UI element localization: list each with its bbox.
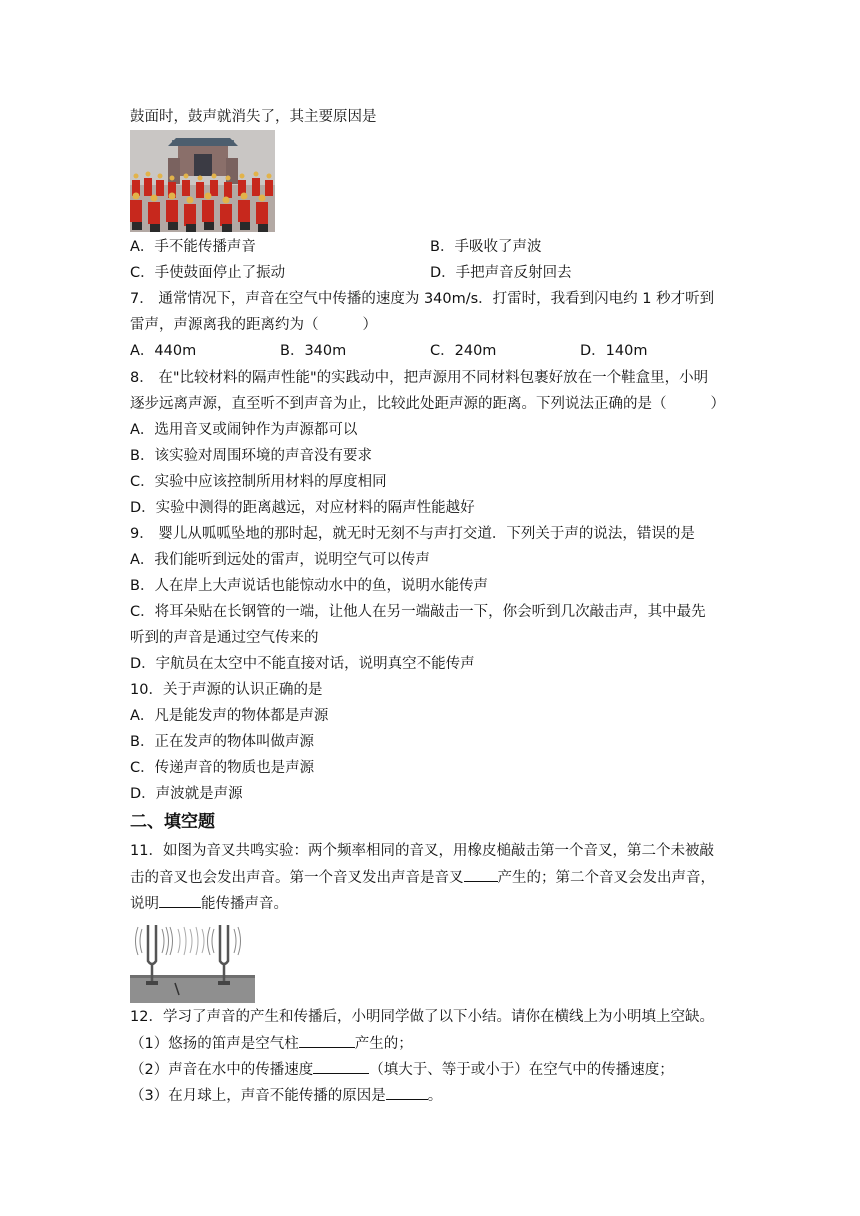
q11-blank-1[interactable] xyxy=(464,867,498,882)
q10-option-b: B．正在发声的物体叫做声源 xyxy=(130,734,314,750)
q9-option-c-line2: 听到的声音是通过空气传来的 xyxy=(130,630,319,646)
q8-option-c: C．实验中应该控制所用材料的厚度相同 xyxy=(130,474,387,490)
q10-option-d: D．声波就是声源 xyxy=(130,786,243,802)
q7-option-c: C．240m xyxy=(430,343,497,359)
q10-option-c: C．传递声音的物质也是声源 xyxy=(130,760,315,776)
q6-option-b: B．手吸收了声波 xyxy=(430,239,542,255)
q12-part1: （1）悠扬的笛声是空气柱 产生的； xyxy=(130,1033,413,1054)
q12-stem: 12．学习了声音的产生和传播后，小明同学做了以下小结。请你在横线上为小明填上空缺。 xyxy=(130,1009,714,1025)
q11-line2: 击的音叉也会发出声音。第一个音叉发出声音是音叉 产生的；第二个音叉会发出声音， xyxy=(130,867,715,888)
drum-performance-photo xyxy=(130,130,275,232)
q12-blank-1[interactable] xyxy=(299,1033,355,1048)
q9-option-a: A．我们能听到远处的雷声，说明空气可以传声 xyxy=(130,552,430,568)
q11-line1: 11．如图为音叉共鸣实验：两个频率相同的音叉，用橡皮槌敲击第一个音叉，第二个未被敲 xyxy=(130,843,714,859)
tuning-fork-resonance-figure xyxy=(130,917,255,1003)
q6-option-c: C．手使鼓面停止了振动 xyxy=(130,265,286,281)
section-heading-fill-in: 二、填空题 xyxy=(130,812,215,832)
q10-option-a: A．凡是能发声的物体都是声源 xyxy=(130,708,329,724)
q9-option-d: D．宇航员在太空中不能直接对话，说明真空不能传声 xyxy=(130,656,475,672)
q6-option-d: D．手把声音反射回去 xyxy=(430,265,572,281)
q12-part3: （3）在月球上，声音不能传播的原因是 。 xyxy=(130,1085,442,1106)
q12-blank-3[interactable] xyxy=(386,1085,428,1100)
q12-part2: （2）声音在水中的传播速度 （填大于、等于或小于）在空气中的传播速度； xyxy=(130,1059,674,1080)
q8-option-a: A．选用音叉或闹钟作为声源都可以 xyxy=(130,422,358,438)
q11-blank-2[interactable] xyxy=(159,893,201,908)
q8-option-d: D．实验中测得的距离越远，对应材料的隔声性能越好 xyxy=(130,500,475,516)
q7-stem-line1: 7． 通常情况下，声音在空气中传播的速度为 340m/s．打雷时，我看到闪电约 1 秒才听到 xyxy=(130,291,715,307)
q8-option-b: B．该实验对周围环境的声音没有要求 xyxy=(130,448,372,464)
q9-option-b: B．人在岸上大声说话也能惊动水中的鱼，说明水能传声 xyxy=(130,578,488,594)
q6-stem-tail: 鼓面时，鼓声就消失了，其主要原因是 xyxy=(130,109,377,125)
q10-stem: 10．关于声源的认识正确的是 xyxy=(130,682,323,698)
q7-option-d: D．140m xyxy=(580,343,648,359)
q9-stem: 9． 婴儿从呱呱坠地的那时起，就无时无刻不与声打交道．下列关于声的说法，错误的是 xyxy=(130,526,695,542)
q8-stem-line1: 8． 在"比较材料的隔声性能"的实践动中，把声源用不同材料包裹好放在一个鞋盒里，小明 xyxy=(130,370,709,386)
q7-option-b: B．340m xyxy=(280,343,347,359)
q6-option-a: A．手不能传播声音 xyxy=(130,239,256,255)
q7-stem-line2: 雷声，声源离我的距离约为（ ） xyxy=(130,317,377,333)
q9-option-c-line1: C．将耳朵贴在长钢管的一端，让他人在另一端敲击一下，你会听到几次敲击声，其中最先 xyxy=(130,604,706,620)
q7-option-a: A．440m xyxy=(130,343,197,359)
q8-stem-line2: 逐步远离声源，直至听不到声音为止，比较此处距声源的距离。下列说法正确的是（ ） xyxy=(130,396,725,412)
q11-line3: 说明 能传播声音。 xyxy=(130,893,288,914)
q12-blank-2[interactable] xyxy=(313,1059,369,1074)
